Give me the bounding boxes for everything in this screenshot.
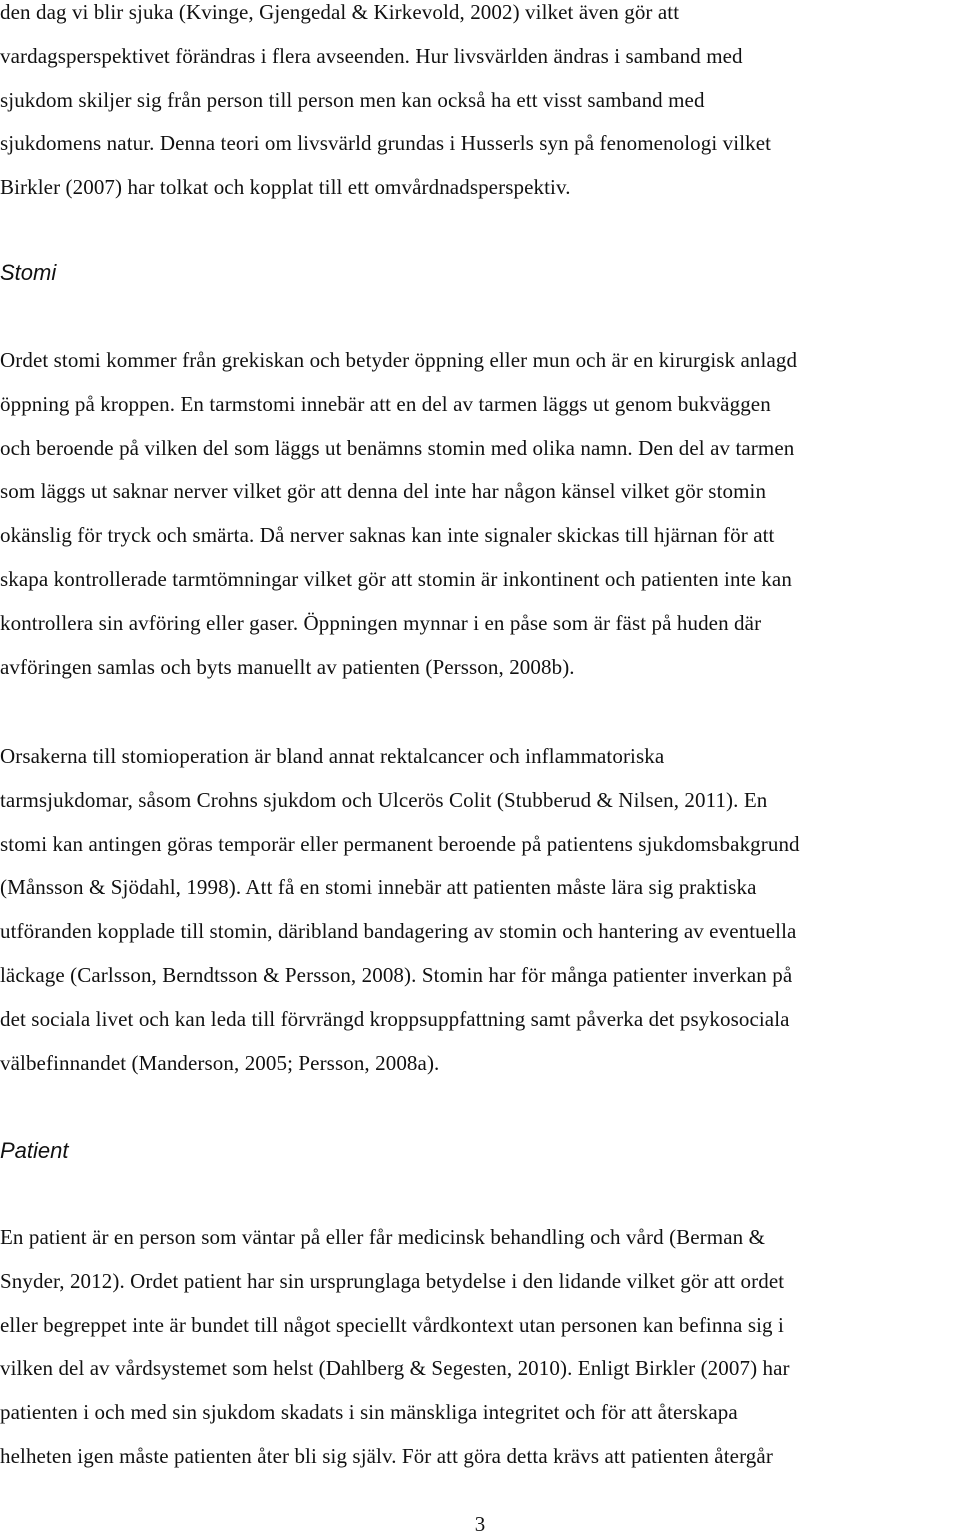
text-line: vardagsperspektivet förändras i flera avseenden. Hur livsvärlden ändras i samband med xyxy=(0,43,743,68)
text-line: det sociala livet och kan leda till förvrängd kroppsuppfattning samt påverka det psykosociala xyxy=(0,1006,790,1031)
intro-paragraph xyxy=(0,0,960,210)
patient-paragraph-1 xyxy=(0,1216,960,1479)
stomi-paragraph-2 xyxy=(0,735,960,1085)
text-line: sjukdom skiljer sig från person till person men kan också ha ett visst samband med xyxy=(0,87,705,112)
text-line: eller begreppet inte är bundet till något speciellt vårdkontext utan personen kan befinna sig i xyxy=(0,1312,784,1337)
text-line: En patient är en person som väntar på eller får medicinsk behandling och vård (Berman & xyxy=(0,1225,766,1249)
text-line: okänslig för tryck och smärta. Då nerver saknas kan inte signaler skickas till hjärnan för att xyxy=(0,523,775,548)
text-line: helheten igen måste patienten åter bli sig själv. För att göra detta krävs att patienten återgår xyxy=(0,1443,773,1468)
section-heading-patient: Patient xyxy=(0,1138,69,1163)
text-line: stomi kan antingen göras temporär eller permanent beroende på patientens sjukdomsbakgrund xyxy=(0,831,800,856)
text-line: den dag vi blir sjuka (Kvinge, Gjengedal & Kirkevold, 2002) vilket även gör att xyxy=(0,0,680,24)
text-line: sjukdomens natur. Denna teori om livsvärld grundas i Husserls syn på fenomenologi vilket xyxy=(0,131,772,156)
text-line: välbefinnandet (Manderson, 2005; Persson, 2008a). xyxy=(0,1050,440,1075)
text-line: öppning på kroppen. En tarmstomi innebär att en del av tarmen läggs ut genom bukväggen xyxy=(0,391,771,416)
text-line: Snyder, 2012). Ordet patient har sin ursprunglaga betydelse i den lidande vilket gör att ordet xyxy=(0,1268,785,1293)
text-line: Ordet stomi kommer från grekiskan och betyder öppning eller mun och är en kirurgisk anlagd xyxy=(0,348,798,372)
text-line: som läggs ut saknar nerver vilket gör att denna del inte har någon känsel vilket gör stomin xyxy=(0,479,767,504)
text-line: läckage (Carlsson, Berndtsson & Persson, 2008). Stomin har för många patienter inverkan på xyxy=(0,962,793,987)
text-line: (Månsson & Sjödahl, 1998). Att få en stomi innebär att patienten måste lära sig praktiska xyxy=(0,875,757,900)
section-heading-stomi: Stomi xyxy=(0,260,57,285)
text-line: kontrollera sin avföring eller gaser. Öppningen mynnar i en påse som är fäst på huden där xyxy=(0,610,762,635)
text-line: patienten i och med sin sjukdom skadats i sin mänskliga integritet och för att återskapa xyxy=(0,1400,738,1425)
text-line: skapa kontrollerade tarmtömningar vilket gör att stomin är inkontinent och patienten inte kan xyxy=(0,566,792,591)
text-line: tarmsjukdomar, såsom Crohns sjukdom och Ulcerös Colit (Stubberud & Nilsen, 2011). En xyxy=(0,787,768,812)
text-line: vilken del av vårdsystemet som helst (Dahlberg & Segesten, 2010). Enligt Birkler (2007) har xyxy=(0,1356,790,1381)
text-line: Orsakerna till stomioperation är bland annat rektalcancer och inflammatoriska xyxy=(0,744,665,768)
text-line: Birkler (2007) har tolkat och kopplat till ett omvårdnadsperspektiv. xyxy=(0,175,571,200)
text-line: utföranden kopplade till stomin, däribland bandagering av stomin och hantering av eventuella xyxy=(0,919,797,944)
stomi-paragraph-1 xyxy=(0,339,960,689)
text-line: och beroende på vilken del som läggs ut benämns stomin med olika namn. Den del av tarmen xyxy=(0,435,795,460)
page-number: 3 xyxy=(474,1512,486,1536)
text-line: avföringen samlas och byts manuellt av patienten (Persson, 2008b). xyxy=(0,654,575,679)
